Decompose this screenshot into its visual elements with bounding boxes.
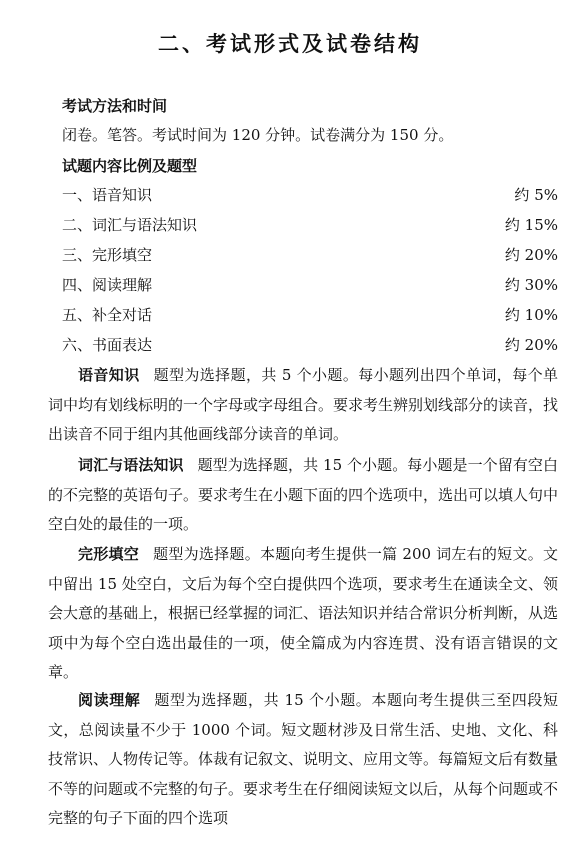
content-item bbox=[62, 272, 558, 296]
method-heading: 考试方法和时间 bbox=[62, 97, 168, 115]
section-paragraph bbox=[48, 540, 558, 688]
content-item-share: 约 5% bbox=[514, 185, 558, 204]
content-heading: 试题内容比例及题型 bbox=[62, 157, 198, 175]
content-item-name: 六、书面表达 bbox=[62, 335, 153, 354]
section-term: 阅读理解 bbox=[78, 691, 141, 709]
content-item-name: 三、完形填空 bbox=[62, 245, 153, 264]
content-item-share: 约 20% bbox=[504, 335, 558, 354]
content-item-share: 约 20% bbox=[504, 245, 558, 264]
page-title: 二、考试形式及试卷结构 bbox=[158, 32, 422, 56]
content-item-name: 一、语音知识 bbox=[62, 185, 153, 204]
content-item bbox=[62, 212, 558, 236]
section-text: 题型为选择题。本题向考生提供一篇 200 词左右的短文。文中留出 15 处空白，文后为每个空白提供四个选项，要求考生在通读全文、领会大意的基础上，根据已经掌握的词汇、语法知识并结合常识分析判断，从选项中为每个空白选出最佳的一项，使全篇成为内容连贯、没有语言错误的文章。 bbox=[48, 545, 559, 681]
content-item-name: 二、词汇与语法知识 bbox=[62, 215, 198, 234]
method-text: 闭卷。笔答。考试时间为 120 分钟。试卷满分为 150 分。 bbox=[62, 126, 454, 144]
section-paragraph bbox=[48, 686, 558, 834]
content-item-share: 约 10% bbox=[504, 305, 558, 324]
content-item-name: 五、补全对话 bbox=[62, 305, 153, 324]
section-term: 词汇与语法知识 bbox=[78, 456, 184, 474]
content-item bbox=[62, 302, 558, 326]
content-item-share: 约 30% bbox=[504, 275, 558, 294]
content-item bbox=[62, 332, 558, 356]
content-item bbox=[62, 182, 558, 206]
section-text: 题型为选择题，共 15 个小题。本题向考生提供三至四段短文，总阅读量不少于 1000 个词。短文题材涉及日常生活、史地、文化、科技常识、人物传记等。体裁有记叙文、说明文、应用文等。每篇短文后有数量不等的问题或不完整的句子。要求考生在仔细阅读短文以后，从每个问题或不完整的句子下面的四个选项 bbox=[48, 691, 559, 827]
content-item-share: 约 15% bbox=[504, 215, 558, 234]
section-text: 题型为选择题，共 15 个小题。每小题是一个留有空白的不完整的英语句子。要求考生在小题下面的四个选项中，选出可以填人句中空白处的最佳的一项。 bbox=[48, 456, 559, 533]
section-paragraph bbox=[48, 361, 558, 450]
section-term: 语音知识 bbox=[78, 366, 140, 384]
section-term: 完形填空 bbox=[78, 545, 140, 563]
content-item bbox=[62, 242, 558, 266]
section-paragraph bbox=[48, 451, 558, 540]
section-text: 题型为选择题，共 5 个小题。每小题列出四个单词，每个单词中均有划线标明的一个字母或字母组合。要求考生辨别划线部分的读音，找出读音不同于组内其他画线部分读音的单词。 bbox=[48, 366, 559, 443]
content-item-name: 四、阅读理解 bbox=[62, 275, 153, 294]
